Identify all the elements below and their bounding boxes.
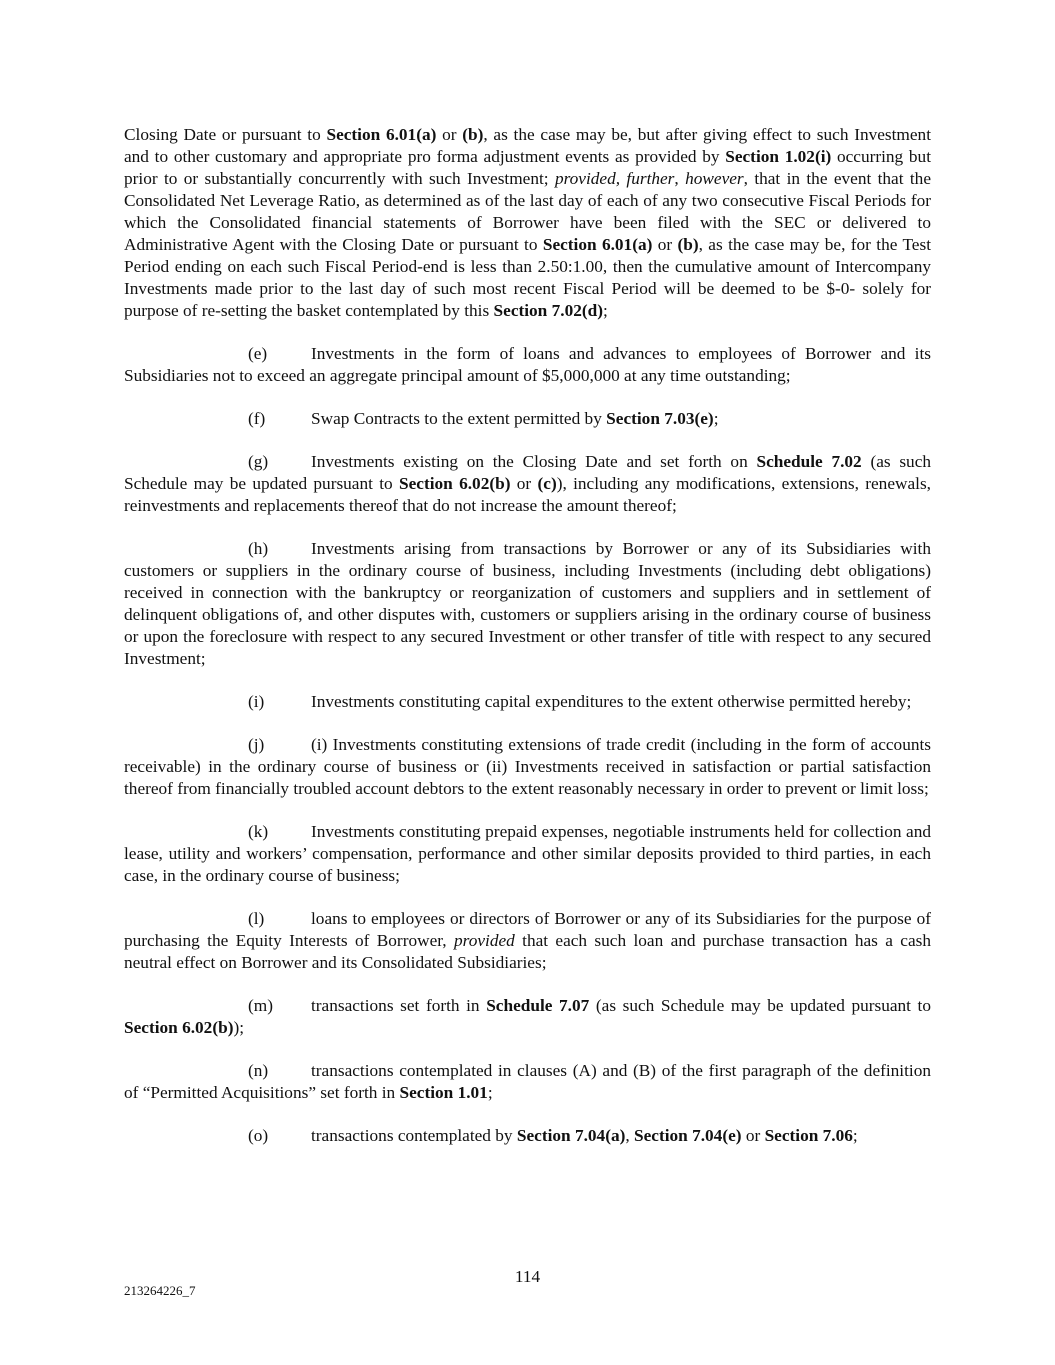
text-segment: (as such Schedule may be updated pursuant to bbox=[124, 452, 932, 493]
italic-term: provided bbox=[453, 931, 515, 950]
text-segment: loans to employees or directors of Borrower or any of its Subsidiaries for the purpose of purchasing the Equity Interests of Borrower, bbox=[124, 909, 931, 950]
bold-reference: Section 6.02(b) bbox=[124, 1018, 234, 1037]
text-segment: Investments constituting capital expenditures to the extent otherwise permitted hereby; bbox=[311, 692, 912, 711]
text-segment: transactions contemplated in clauses (A) and (B) of the first paragraph of the definition of “Permitted Acquisitions” set forth in bbox=[124, 1061, 931, 1102]
text-segment: Investments existing on the Closing Date and set forth on bbox=[311, 452, 757, 471]
bold-reference: Section 1.02(i) bbox=[725, 147, 832, 166]
bold-reference: Section 6.02(b) bbox=[399, 474, 511, 493]
text-segment: ); bbox=[233, 1018, 245, 1037]
clause-label: (k) bbox=[248, 822, 269, 841]
text-segment: Investments constituting prepaid expenses, negotiable instruments held for collection and lease, utility and workers’ compensation, performance and other similar deposits provided to third parties, in each case, in the ordinary course of business; bbox=[124, 822, 931, 885]
continuation-paragraph bbox=[124, 124, 931, 322]
clause-label: (m) bbox=[248, 996, 273, 1015]
bold-reference: Section 1.01 bbox=[399, 1083, 488, 1102]
clause-label: (f) bbox=[248, 409, 266, 428]
clause-paragraph bbox=[124, 1125, 931, 1147]
text-segment: Investments in the form of loans and advances to employees of Borrower and its Subsidiaries not to exceed an aggregate principal amount of $5,000,000 at any time outstanding; bbox=[124, 344, 931, 385]
bold-reference: Section 7.04(a) bbox=[516, 1126, 626, 1145]
clause-label: (h) bbox=[248, 539, 269, 558]
clause-paragraph bbox=[124, 908, 931, 974]
bold-reference: Section 7.06 bbox=[764, 1126, 853, 1145]
clause-label: (e) bbox=[248, 344, 268, 363]
page-number: 114 bbox=[514, 1267, 541, 1286]
clause-paragraph bbox=[124, 408, 931, 430]
clause-paragraph bbox=[124, 995, 931, 1039]
bold-reference: Schedule 7.02 bbox=[756, 452, 862, 471]
bold-reference: Section 6.01(a) bbox=[326, 125, 437, 144]
text-segment: that each such loan and purchase transaction has a cash neutral effect on Borrower and its Consolidated Subsidiaries; bbox=[124, 931, 931, 972]
clause-paragraph bbox=[124, 343, 931, 387]
clause-label: (j) bbox=[248, 735, 265, 754]
bold-reference: Section 7.04(e) bbox=[634, 1126, 742, 1145]
text-segment: ; bbox=[602, 301, 608, 320]
text-segment: Swap Contracts to the extent permitted by bbox=[311, 409, 607, 428]
text-segment: , bbox=[625, 1126, 634, 1145]
clause-paragraph bbox=[124, 734, 931, 800]
clause-label: (n) bbox=[248, 1061, 269, 1080]
text-segment: (as such Schedule may be updated pursuant to bbox=[589, 996, 931, 1015]
text-segment: transactions set forth in bbox=[311, 996, 487, 1015]
text-segment: occurring but prior to or substantially concurrently with such Investment; bbox=[124, 147, 931, 188]
text-segment: or bbox=[652, 235, 678, 254]
clause-label: (o) bbox=[248, 1126, 269, 1145]
document-body bbox=[124, 124, 931, 1168]
bold-reference: Section 6.01(a) bbox=[542, 235, 653, 254]
clause-paragraph bbox=[124, 821, 931, 887]
bold-reference: (b) bbox=[677, 235, 699, 254]
bold-reference: (b) bbox=[462, 125, 484, 144]
text-segment: (i) Investments constituting extensions of trade credit (including in the form of accounts receivable) in the ordinary course of business or (ii) Investments received in satisfaction or partial satisfaction thereof from financially troubled account debtors to the extent reasonably necessary in order to prevent or limit loss; bbox=[124, 735, 931, 798]
italic-term: however bbox=[685, 169, 744, 188]
text-segment: or bbox=[510, 474, 538, 493]
document-id: 213264226_7 bbox=[124, 1283, 196, 1298]
bold-reference: Schedule 7.07 bbox=[486, 996, 590, 1015]
bold-reference: Section 7.02(d) bbox=[493, 301, 603, 320]
clause-paragraph bbox=[124, 538, 931, 670]
text-segment: , as the case may be, but after giving effect to such Investment and to other customary and appropriate pro forma adjustment events as provided by bbox=[124, 125, 931, 166]
text-segment: ; bbox=[487, 1083, 493, 1102]
bold-reference: Section 7.03(e) bbox=[606, 409, 714, 428]
text-segment: ; bbox=[713, 409, 719, 428]
text-segment: Investments arising from transactions by Borrower or any of its Subsidiaries with customers or suppliers in the ordinary course of business, including Investments (including debt obligations) received in connection with the bankruptcy or reorganization of customers and suppliers and in settlement of delinquent obligations of, and other disputes with, customers or suppliers arising in the ordinary course of business or upon the foreclosure with respect to any secured Investment or other transfer of title with respect to any secured Investment; bbox=[124, 539, 931, 668]
text-segment: ), including any modifications, extensions, renewals, reinvestments and replacements thereof that do not increase the amount thereof; bbox=[124, 474, 931, 515]
text-segment: or bbox=[741, 1126, 765, 1145]
text-segment: , that in the event that the Consolidated Net Leverage Ratio, as determined as of the last day of each of any two consecutive Fiscal Periods for which the Consolidated financial statements of Borrower have been filed with the SEC or delivered to Administrative Agent with the Closing Date or pursuant to bbox=[124, 169, 931, 254]
text-segment: or bbox=[436, 125, 463, 144]
clause-label: (g) bbox=[248, 452, 269, 471]
clause-label: (i) bbox=[248, 692, 265, 711]
bold-reference: (c) bbox=[537, 474, 557, 493]
italic-term: provided, further bbox=[554, 169, 675, 188]
text-segment: , bbox=[674, 169, 686, 188]
clause-paragraph bbox=[124, 451, 931, 517]
text-segment: , as the case may be, for the Test Period ending on each such Fiscal Period-end is less than 2.50:1.00, then the cumulative amount of Intercompany Investments made prior to the last day of such most recent Fiscal Period will be deemed to be $-0- solely for purpose of re-setting the basket contemplated by this bbox=[124, 235, 931, 320]
text-segment: Closing Date or pursuant to bbox=[124, 125, 327, 144]
clause-paragraph bbox=[124, 691, 931, 713]
clause-label: (l) bbox=[248, 909, 265, 928]
text-segment: transactions contemplated by bbox=[311, 1126, 517, 1145]
clause-paragraph bbox=[124, 1060, 931, 1104]
text-segment: ; bbox=[852, 1126, 858, 1145]
